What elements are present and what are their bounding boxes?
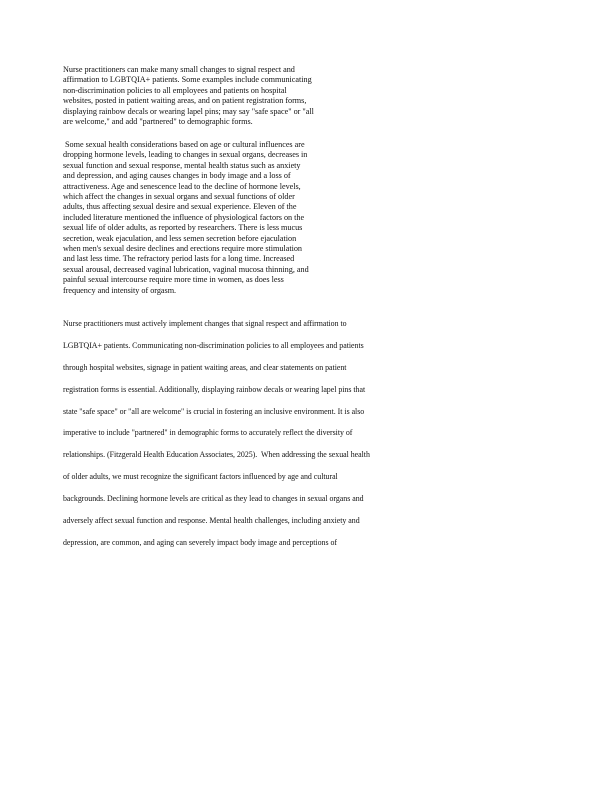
paragraph-sexual-health-considerations [63,140,363,296]
text-line: displaying rainbow decals or wearing lapel pins; may say "safe space" or "all [63,106,314,116]
text-line: frequency and intensity of orgasm. [63,285,177,295]
text-line: which affect the changes in sexual organs and sexual functions of older [63,192,295,202]
text-line: attractiveness. Age and senescence lead to the decline of hormone levels, [63,181,301,191]
text-line: included literature mentioned the influence of physiological factors on the [63,212,305,222]
text-line: imperative to include "partnered" in demographic forms to accurately reflect the diversity of [63,428,353,438]
text-line: when men's sexual desire declines and erections require more stimulation [63,244,302,254]
text-line: non-discrimination policies to all employees and patients on hospital [63,85,287,95]
text-line: and depression, and aging causes changes in body image and a loss of [63,171,291,181]
text-line: backgrounds. Declining hormone levels are critical as they lead to changes in sexual organs and [63,494,364,504]
paragraph-double-spaced-revision [63,318,463,559]
text-line: websites, posted in patient waiting areas, and on patient registration forms, [63,96,307,106]
text-line: sexual life of older adults, as reported by researchers. There is less mucus [63,223,303,233]
text-line: relationships. (Fitzgerald Health Education Associates, 2025). When addressing the sexual health [63,450,370,460]
text-line: adversely affect sexual function and response. Mental health challenges, including anxiety and [63,516,360,526]
text-line: painful sexual intercourse require more time in women, as does less [63,275,284,285]
text-line: Some sexual health considerations based on age or cultural influences are [63,140,305,149]
text-line: secretion, weak ejaculation, and less semen secretion before ejaculation [63,233,297,243]
text-line: Nurse practitioners can make many small changes to signal respect and [63,65,295,74]
text-line: affirmation to LGBTQIA+ patients. Some examples include communicating [63,75,312,85]
text-line: dropping hormone levels, leading to changes in sexual organs, decreases in [63,150,308,160]
paragraph-lgbtqia-changes [63,65,363,127]
text-line: and last less time. The refractory period lasts for a long time. Increased [63,254,295,264]
text-line: state "safe space" or "all are welcome" is crucial in fostering an inclusive environment. It is also [63,406,365,416]
text-line: adults, thus affecting sexual desire and sexual experience. Eleven of the [63,202,297,212]
text-line: registration forms is essential. Additionally, displaying rainbow decals or wearing lapel pins that [63,384,366,394]
text-line: through hospital websites, signage in patient waiting areas, and clear statements on patient [63,362,347,372]
text-line: are welcome," and add "partnered" to demographic forms. [63,117,253,127]
text-line: depression, are common, and aging can severely impact body image and perceptions of [63,537,337,547]
text-line: sexual arousal, decreased vaginal lubrication, vaginal mucosa thinning, and [63,264,309,274]
text-line: Nurse practitioners must actively implement changes that signal respect and affirmation to [63,319,347,328]
text-line: sexual function and sexual response, mental health status such as anxiety [63,160,301,170]
text-line: LGBTQIA+ patients. Communicating non-discrimination policies to all employees and patients [63,340,364,350]
text-line: of older adults, we must recognize the significant factors influenced by age and cultural [63,472,338,482]
